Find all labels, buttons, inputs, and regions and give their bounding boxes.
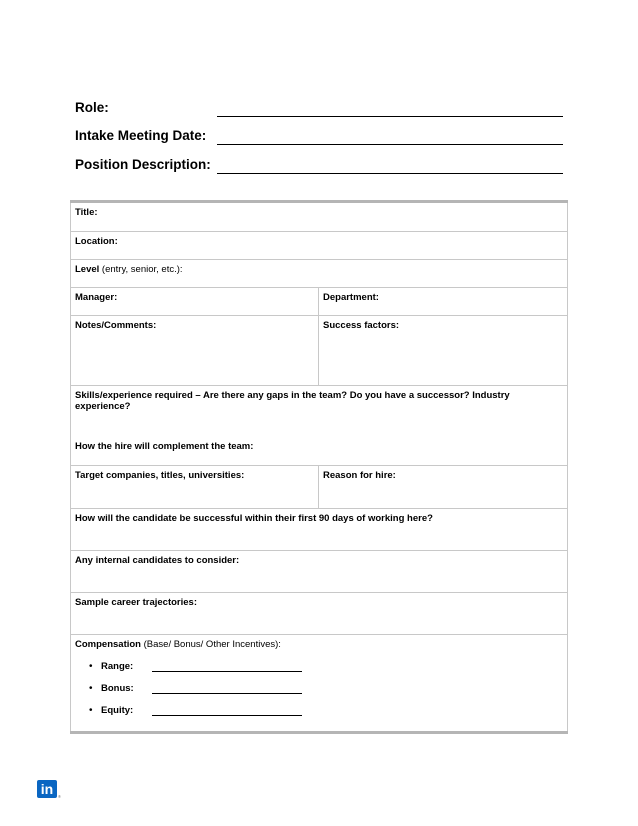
range-label: Range: — [101, 661, 134, 672]
complement-label: How the hire will complement the team: — [75, 441, 254, 452]
role-label: Role: — [75, 100, 109, 115]
table-row — [71, 551, 568, 593]
position-description-label: Position Description: — [75, 157, 211, 172]
table-row — [71, 386, 568, 466]
career-trajectories-cell[interactable] — [71, 593, 568, 635]
intake-date-label: Intake Meeting Date: — [75, 128, 207, 143]
manager-label: Manager: — [75, 292, 118, 303]
role-line[interactable] — [217, 116, 563, 117]
success-factors-label: Success factors: — [323, 320, 400, 331]
internal-candidates-label: Any internal candidates to consider: — [75, 555, 240, 566]
position-description-line[interactable] — [217, 173, 563, 174]
department-label: Department: — [323, 292, 379, 303]
equity-line[interactable] — [152, 715, 302, 716]
list-item — [89, 661, 563, 683]
table-row — [71, 202, 568, 232]
notes-cell[interactable] — [71, 316, 319, 386]
skills-label: Skills/experience required – Are there any gaps in the team? Do you have a successor? Industry experience? — [75, 390, 510, 412]
reason-for-hire-cell[interactable] — [319, 466, 568, 509]
table-row — [71, 593, 568, 635]
equity-label: Equity: — [101, 705, 134, 716]
bonus-line[interactable] — [152, 693, 302, 694]
first-90-days-label: How will the candidate be successful within their first 90 days of working here? — [75, 513, 433, 524]
table-row — [71, 288, 568, 316]
compensation-note: (Base/ Bonus/ Other Incentives): — [140, 639, 281, 650]
position-description-row — [75, 157, 565, 177]
bullet-icon: • — [89, 661, 93, 672]
skills-cell[interactable] — [71, 386, 568, 466]
range-line[interactable] — [152, 671, 302, 672]
compensation-label: Compensation — [75, 639, 141, 650]
reason-for-hire-label: Reason for hire: — [323, 470, 396, 481]
intake-date-line[interactable] — [217, 144, 563, 145]
manager-cell[interactable] — [71, 288, 319, 316]
career-trajectories-label: Sample career trajectories: — [75, 597, 197, 608]
linkedin-logo-icon: in — [37, 780, 57, 798]
first-90-days-cell[interactable] — [71, 509, 568, 551]
target-companies-label: Target companies, titles, universities: — [75, 470, 245, 481]
level-cell[interactable] — [71, 260, 568, 288]
title-label: Title: — [75, 207, 98, 218]
table-row — [71, 466, 568, 509]
title-cell[interactable] — [71, 202, 568, 232]
compensation-cell — [71, 635, 568, 733]
role-row — [75, 100, 565, 120]
bullet-icon: • — [89, 683, 93, 694]
department-cell[interactable] — [319, 288, 568, 316]
table-row — [71, 509, 568, 551]
compensation-list — [75, 661, 563, 727]
success-factors-cell[interactable] — [319, 316, 568, 386]
notes-label: Notes/Comments: — [75, 320, 157, 331]
bullet-icon: • — [89, 705, 93, 716]
location-label: Location: — [75, 236, 118, 247]
trademark-mark: ® — [58, 794, 61, 799]
level-label: Level — [75, 264, 100, 275]
list-item — [89, 683, 563, 705]
intake-form-table — [70, 200, 568, 734]
table-row — [71, 260, 568, 288]
table-row — [71, 635, 568, 733]
internal-candidates-cell[interactable] — [71, 551, 568, 593]
level-note: (entry, senior, etc.): — [99, 264, 183, 275]
location-cell[interactable] — [71, 232, 568, 260]
bonus-label: Bonus: — [101, 683, 134, 694]
table-row — [71, 316, 568, 386]
list-item — [89, 705, 563, 727]
target-companies-cell[interactable] — [71, 466, 319, 509]
table-row — [71, 232, 568, 260]
intake-date-row — [75, 128, 565, 148]
